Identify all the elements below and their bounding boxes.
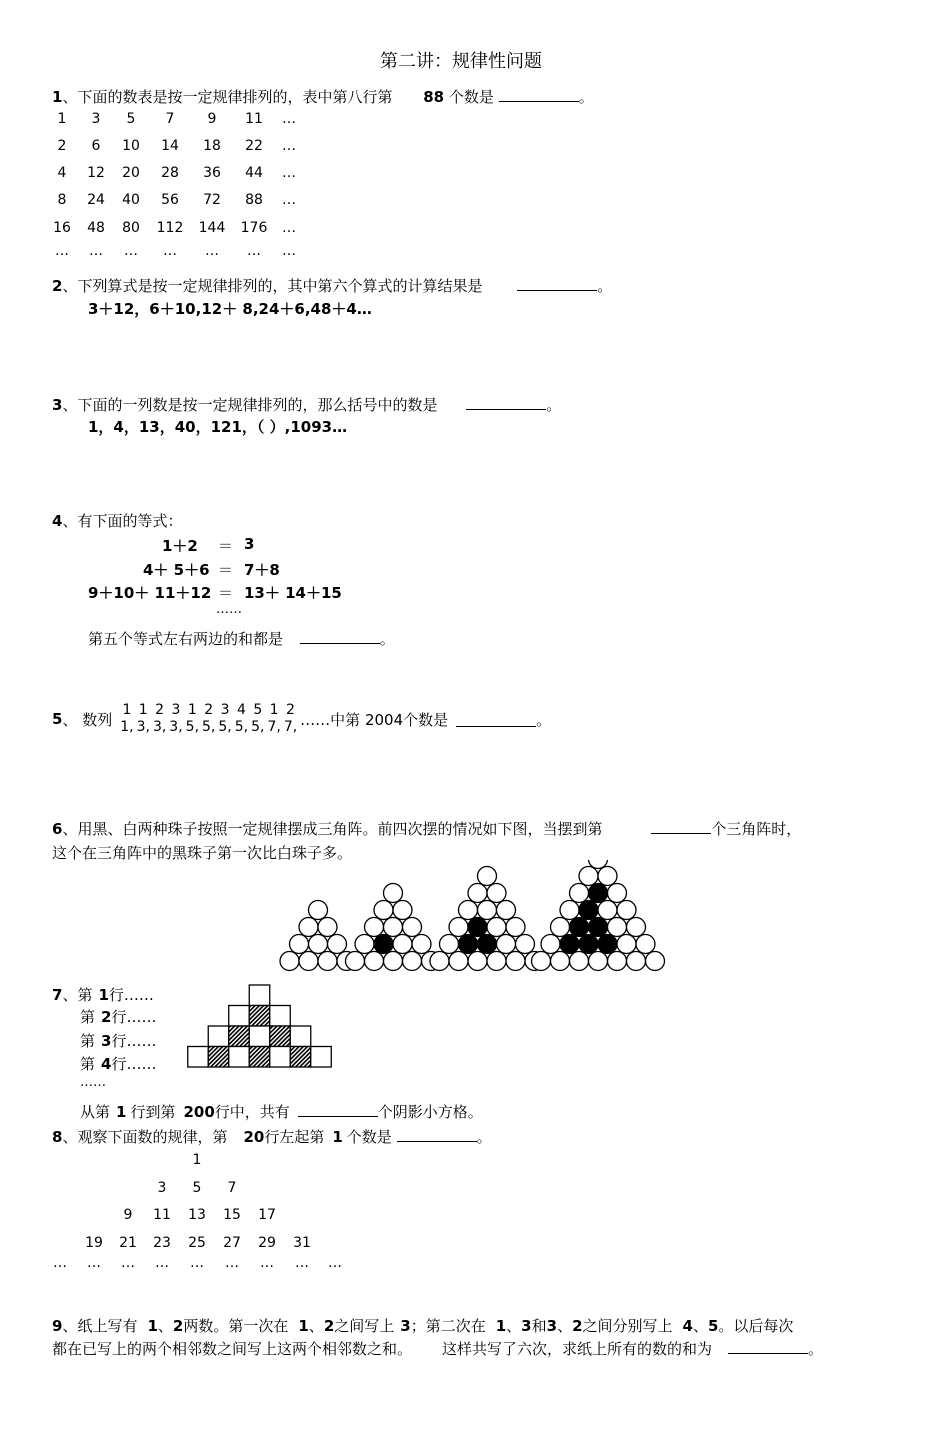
triangle-number: 13 [188,1207,206,1223]
fraction-denominator: 1, [120,719,134,735]
white-bead [608,884,627,903]
fraction-numerator: 2 [204,702,214,718]
table-cell: 48 [87,220,105,236]
triangle-number: 3 [157,1180,167,1196]
question-2: 2、下列算式是按一定规律排列的，其中第六个算式的计算结果是 。 [52,277,613,295]
question-7-row-3: 第 3行…… [80,1032,157,1050]
table-cell: 4 [57,165,67,181]
white-bead [290,935,309,954]
fraction-numerator: 2 [155,702,165,718]
fraction [235,702,248,736]
white-bead [440,935,459,954]
question-1: 1、下面的数表是按一定规律排列的，表中第八行第 88 个数是 。 [52,88,594,106]
table-cell: … [124,243,138,259]
table-cell: 7 [165,111,175,127]
question-6: 6、用黑、白两种珠子按照一定规律摆成三角阵。前四次摆的情况如下图，当摆到第 个三角阵时， [52,820,802,838]
triangle-number: 21 [119,1235,137,1251]
question-text-line2: 这个在三角阵中的黑珠子第一次比白珠子多。 [52,844,353,862]
white-bead [468,952,487,971]
triangle-number: 5 [192,1180,202,1196]
white-bead [309,901,328,920]
white-bead [449,918,468,937]
white-bead [506,918,525,937]
fraction [169,702,182,736]
question-4 [52,510,182,531]
white-bead [487,884,506,903]
question-suffix: 个数是 [448,88,494,106]
fraction-denominator: 7, [267,719,281,735]
black-bead [560,935,579,954]
black-bead [468,918,487,937]
white-bead [299,918,318,937]
fraction-numerator: 3 [220,702,230,718]
answer-blank[interactable] [456,712,536,727]
white-bead [459,901,478,920]
white-bead [636,935,655,954]
fraction-denominator: 5, [251,719,265,735]
triangle-number: 29 [258,1235,276,1251]
table-cell: … [282,192,296,208]
table-cell: … [247,243,261,259]
white-bead [346,952,365,971]
triangle-number: … [295,1255,309,1271]
table-cell: 12 [87,165,105,181]
table-cell: 24 [87,192,105,208]
white-bead [299,952,318,971]
question-number: 6 [52,820,63,838]
fraction-denominator: 3, [169,719,183,735]
white-bead [355,935,374,954]
white-bead [365,952,384,971]
table-cell: 16 [53,220,71,236]
fraction-denominator: 5, [234,719,249,735]
fraction-denominator: 3, [136,719,150,735]
white-bead [532,952,551,971]
triangle-number: 17 [258,1207,276,1223]
triangle-number: … [190,1255,204,1271]
white-bead [551,918,570,937]
table-cell: 8 [57,192,67,208]
question-number: 1 [52,88,63,106]
triangle-number: 23 [153,1235,171,1251]
table-cell: 88 [245,192,263,208]
black-bead [374,935,393,954]
white-square [270,1047,291,1068]
fraction-numerator: 3 [171,702,181,718]
shaded-square [249,1047,270,1068]
question-text: 、下面的一列数是按一定规律排列的，那么括号中的数是 [62,396,438,414]
fraction [137,702,150,736]
triangle-number: … [87,1255,101,1271]
question-number: 7 [52,986,63,1004]
question-text: 、有下面的等式： [62,512,183,530]
white-square [229,1047,250,1068]
equals-sign: ＝ [218,584,234,602]
white-bead [627,952,646,971]
white-bead [365,918,384,937]
fraction-denominator: 7, [283,719,298,735]
white-bead [617,901,636,920]
table-cell: … [163,243,177,259]
fraction-denominator: 3, [152,719,167,735]
triangle-number: … [225,1255,239,1271]
fraction [267,702,280,736]
question-text: 、用黑、白两种珠子按照一定规律摆成三角阵。前四次摆的情况如下图，当摆到第 [62,820,603,838]
white-bead [384,952,403,971]
answer-blank[interactable] [728,1339,808,1354]
white-bead [506,952,525,971]
white-bead [487,952,506,971]
white-bead [403,952,422,971]
target-number: 88 [423,88,445,106]
question-7-ask: 从第 1 行到第 200行中，共有 个阴影小方格。 [80,1103,483,1121]
question-ask: 第五个等式左右两边的和都是 。 [88,630,395,648]
white-bead [516,935,535,954]
white-bead [393,901,412,920]
fraction-numerator: 1 [122,702,132,718]
table-cell: 10 [122,138,140,154]
triangle-number: 7 [227,1180,237,1196]
white-bead [589,952,608,971]
table-cell: … [282,165,296,181]
table-cell: 2 [57,138,67,154]
table-cell: … [282,243,296,259]
fraction-numerator: 1 [138,702,148,718]
question-label: 、 数列 [62,710,113,729]
fraction [218,702,231,736]
white-bead [608,952,627,971]
sequence: 3＋12，6＋10,12＋ 8,24＋6,48＋4… [88,300,372,318]
white-square [229,1006,250,1027]
table-cell: 56 [161,192,179,208]
equation-right: 3 [244,535,255,553]
triangle-number: 31 [293,1235,311,1251]
answer-blank[interactable] [300,629,380,644]
triangle-number: … [121,1255,135,1271]
table-cell: 22 [245,138,263,154]
answer-blank[interactable] [517,276,597,291]
equation-right: 13＋ 14＋15 [244,584,342,602]
table-cell: 176 [240,220,268,236]
white-bead [551,952,570,971]
fraction [284,702,297,736]
white-bead [280,952,299,971]
triangle-number: … [53,1255,67,1271]
white-bead [328,935,347,954]
triangle-number: … [260,1255,274,1271]
white-bead [579,867,598,886]
triangle-number: 9 [123,1207,133,1223]
white-bead [403,918,422,937]
question-7-row-1: 7、第 1行…… [52,986,154,1004]
shaded-square [249,1006,270,1027]
answer-blank[interactable] [397,1127,477,1142]
white-bead [393,935,412,954]
question-number: 9 [52,1317,63,1335]
white-bead [598,867,617,886]
fraction [251,702,264,736]
fraction-denominator: 5, [185,719,200,735]
black-bead [579,901,598,920]
table-cell: … [89,243,103,259]
question-9-line1: 9、纸上写有 1、2两数。第一次在 1、2之间写上 3；第二次在 1、3和3、2之间分别写上 4、5。以后每次 [52,1317,794,1335]
triangle-number: 1 [192,1152,202,1168]
white-bead [430,952,449,971]
question-number: 3 [52,396,63,414]
black-bead [589,918,608,937]
black-bead [570,918,589,937]
fraction-numerator: 1 [269,702,279,718]
white-bead [627,918,646,937]
answer-blank[interactable] [651,819,711,834]
triangle-number: 19 [85,1235,103,1251]
answer-blank[interactable] [298,1102,378,1117]
question-number: 5 [52,710,63,728]
white-bead [374,901,393,920]
question-7-row-2: 第 2行…… [80,1008,157,1026]
white-bead [497,935,516,954]
question-tail: ……中第 2004个数是 [300,710,449,729]
table-cell: 40 [122,192,140,208]
table-cell: 144 [198,220,226,236]
white-bead [318,952,337,971]
white-square [311,1047,332,1068]
equals-sign: ＝ [218,537,234,555]
fraction [202,702,215,736]
black-bead [579,935,598,954]
equals-sign: ＝ [218,561,234,579]
triangle-number: 11 [153,1207,171,1223]
shaded-square [290,1047,311,1068]
square-pyramid [180,982,340,1072]
question-number: 8 [52,1128,63,1146]
white-bead [487,918,506,937]
white-bead [497,901,516,920]
triangle-number: … [328,1255,342,1271]
white-bead [608,918,627,937]
answer-blank[interactable] [499,87,579,102]
fraction-denominator: 5, [218,719,232,735]
shaded-square [270,1026,291,1047]
table-cell: 14 [161,138,179,154]
fraction [120,702,133,736]
triangle-number: … [155,1255,169,1271]
question-3: 3、下面的一列数是按一定规律排列的，那么括号中的数是 。 [52,396,562,414]
table-cell: 18 [203,138,221,154]
white-bead [478,867,497,886]
triangle-number: 27 [223,1235,241,1251]
white-bead [384,918,403,937]
question-8: 8、观察下面数的规律，第 20行左起第 1 个数是 。 [52,1128,492,1146]
ellipsis: …… [80,1075,106,1090]
fraction [153,702,166,736]
equation-left: 9＋10＋ 11＋12 [88,584,212,602]
triangle-number: 15 [223,1207,241,1223]
white-bead [478,901,497,920]
table-cell: … [205,243,219,259]
fraction [186,702,199,736]
table-cell: 80 [122,220,140,236]
table-cell: 9 [207,111,217,127]
white-square [249,985,270,1006]
white-bead [598,901,617,920]
white-bead [384,884,403,903]
white-bead [412,935,431,954]
fraction-sequence [120,702,300,736]
triangle-number: 25 [188,1235,206,1251]
black-bead [589,884,608,903]
sequence: 1，4，13，40，121，（ ）,1093… [88,418,348,436]
table-cell: … [282,111,296,127]
question-number: 4 [52,512,63,530]
white-square [208,1026,229,1047]
black-bead [478,935,497,954]
ellipsis: …… [216,602,242,617]
equation-left: 4＋ 5＋6 [143,561,210,579]
equation-left: 1＋2 [162,537,198,555]
table-cell: 36 [203,165,221,181]
white-bead [617,935,636,954]
table-cell: 3 [91,111,101,127]
fraction-denominator: 5, [202,719,216,735]
white-square [188,1047,209,1068]
fraction-numerator: 4 [236,702,246,718]
question-9-line2: 都在已写上的两个相邻数之间写上这两个相邻数之和。 这样共写了六次，求纸上所有的数的和为 。 [52,1340,824,1358]
fraction-numerator: 1 [187,702,197,718]
table-cell: … [282,138,296,154]
white-bead [646,952,665,971]
equation-right: 7＋8 [244,561,280,579]
shaded-square [229,1026,250,1047]
table-cell: 44 [245,165,263,181]
page-title: 第二讲：规律性问题 [380,51,542,72]
table-cell: 1 [57,111,67,127]
white-square [270,1006,291,1027]
black-bead [459,935,478,954]
table-cell: 11 [245,111,263,127]
table-cell: 6 [91,138,101,154]
bead-triangles [0,860,950,980]
table-cell: 5 [126,111,136,127]
white-bead [560,901,579,920]
white-bead [541,935,560,954]
question-5: 5 、 数列 1 1, 1 3, 2 3, 3 3, 1 5, 2 5, 3 5, 4 5, 5 5, 1 7, 2 7, ……中第 2004个数是 。 [52,702,552,735]
table-cell: … [55,243,69,259]
table-cell: 28 [161,165,179,181]
white-square [249,1026,270,1047]
white-bead [570,884,589,903]
white-bead [449,952,468,971]
fraction-numerator: 2 [286,702,295,718]
white-bead [468,884,487,903]
fraction-numerator: 5 [253,702,263,718]
white-bead [570,952,589,971]
white-square [290,1026,311,1047]
table-cell: 112 [156,220,184,236]
shaded-square [208,1047,229,1068]
table-cell: … [282,220,296,236]
white-bead [309,935,328,954]
white-bead [318,918,337,937]
question-7-row-4: 第 4行…… [80,1055,157,1073]
question-text: 、下列算式是按一定规律排列的，其中第六个算式的计算结果是 [62,277,483,295]
black-bead [598,935,617,954]
table-cell: 20 [122,165,140,181]
question-number: 2 [52,277,63,295]
table-cell: 72 [203,192,221,208]
question-text: 、下面的数表是按一定规律排列的，表中第八行第 [62,88,393,106]
answer-blank[interactable] [466,395,546,410]
